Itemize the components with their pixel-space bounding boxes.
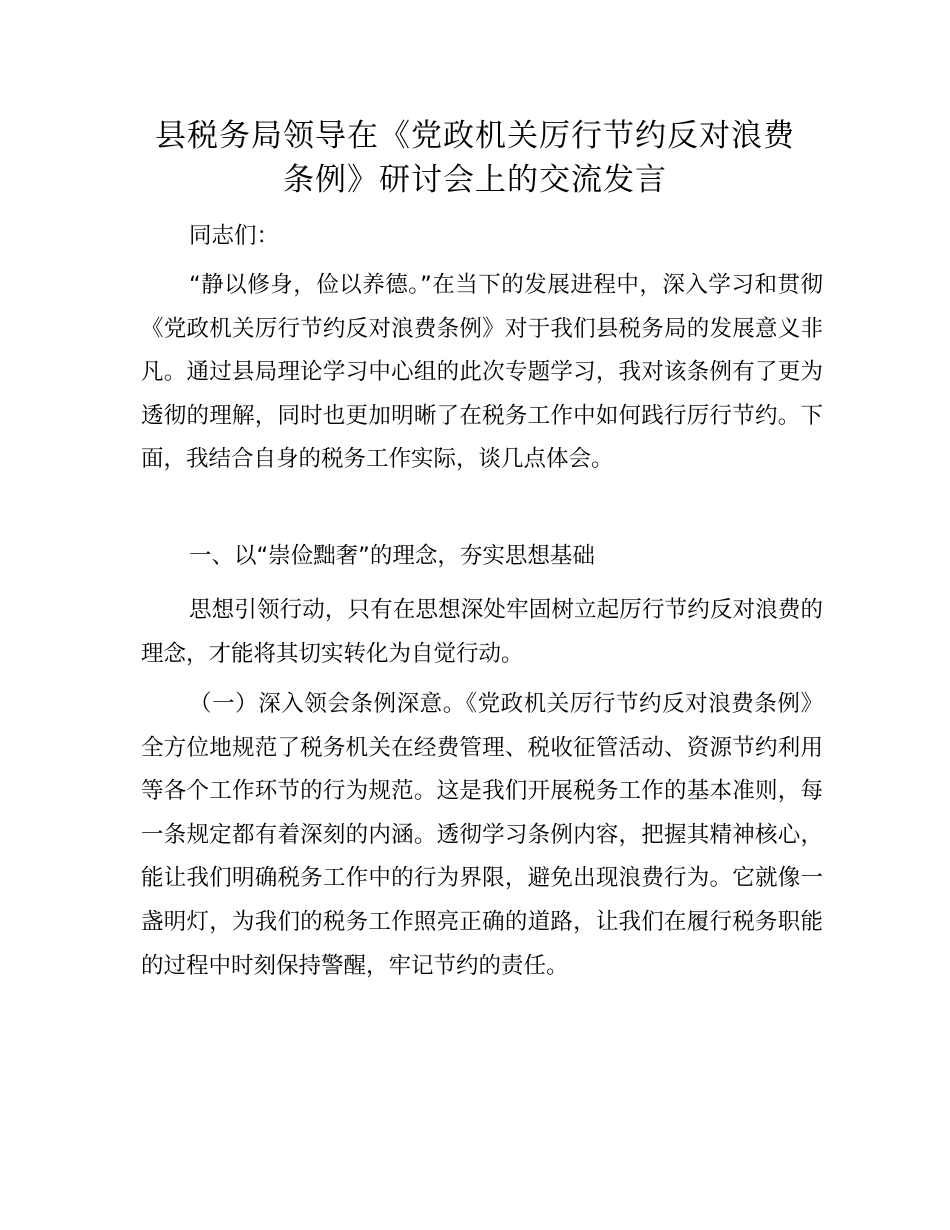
subsection-1-paragraph: （一）深入领会条例深意。《党政机关厉行节约反对浪费条例》全方位地规范了税务机关在经费管理、税收征管活动、资源节约利用等各个工作环节的行为规范。这是我们开展税务工作的基本准则，每一条规定都有着深刻的内涵。透彻学习条例内容，把握其精神核心，能让我们明确税务工作中的行为界限，避免出现浪费行为。它就像一盏明灯，为我们的税务工作照亮正确的道路，让我们在履行税务职能的过程中时刻保持警醒，牢记节约的责任。 (141, 691, 823, 979)
section-heading-1: 一、以“崇俭黜奢”的理念，夯实思想基础 (189, 543, 595, 569)
document-title-line-1: 县税务局领导在《党政机关厉行节约反对浪费 (155, 118, 795, 154)
intro-paragraph: “静以修身，俭以养德。”在当下的发展进程中，深入学习和贯彻《党政机关厉行节约反对浪费条例》对于我们县税务局的发展意义非凡。通过县局理论学习中心组的此次专题学习，我对该条例有了更为透彻的理解，同时也更加明晰了在税务工作中如何践行厉行节约。下面，我结合自身的税务工作实际，谈几点体会。 (141, 272, 823, 473)
document-title-line-2: 条例》研讨会上的交流发言 (283, 162, 667, 198)
section-1-paragraph: 思想引领行动，只有在思想深处牢固树立起厉行节约反对浪费的理念，才能将其切实转化为自觉行动。 (141, 597, 823, 667)
greeting: 同志们： (189, 223, 280, 249)
